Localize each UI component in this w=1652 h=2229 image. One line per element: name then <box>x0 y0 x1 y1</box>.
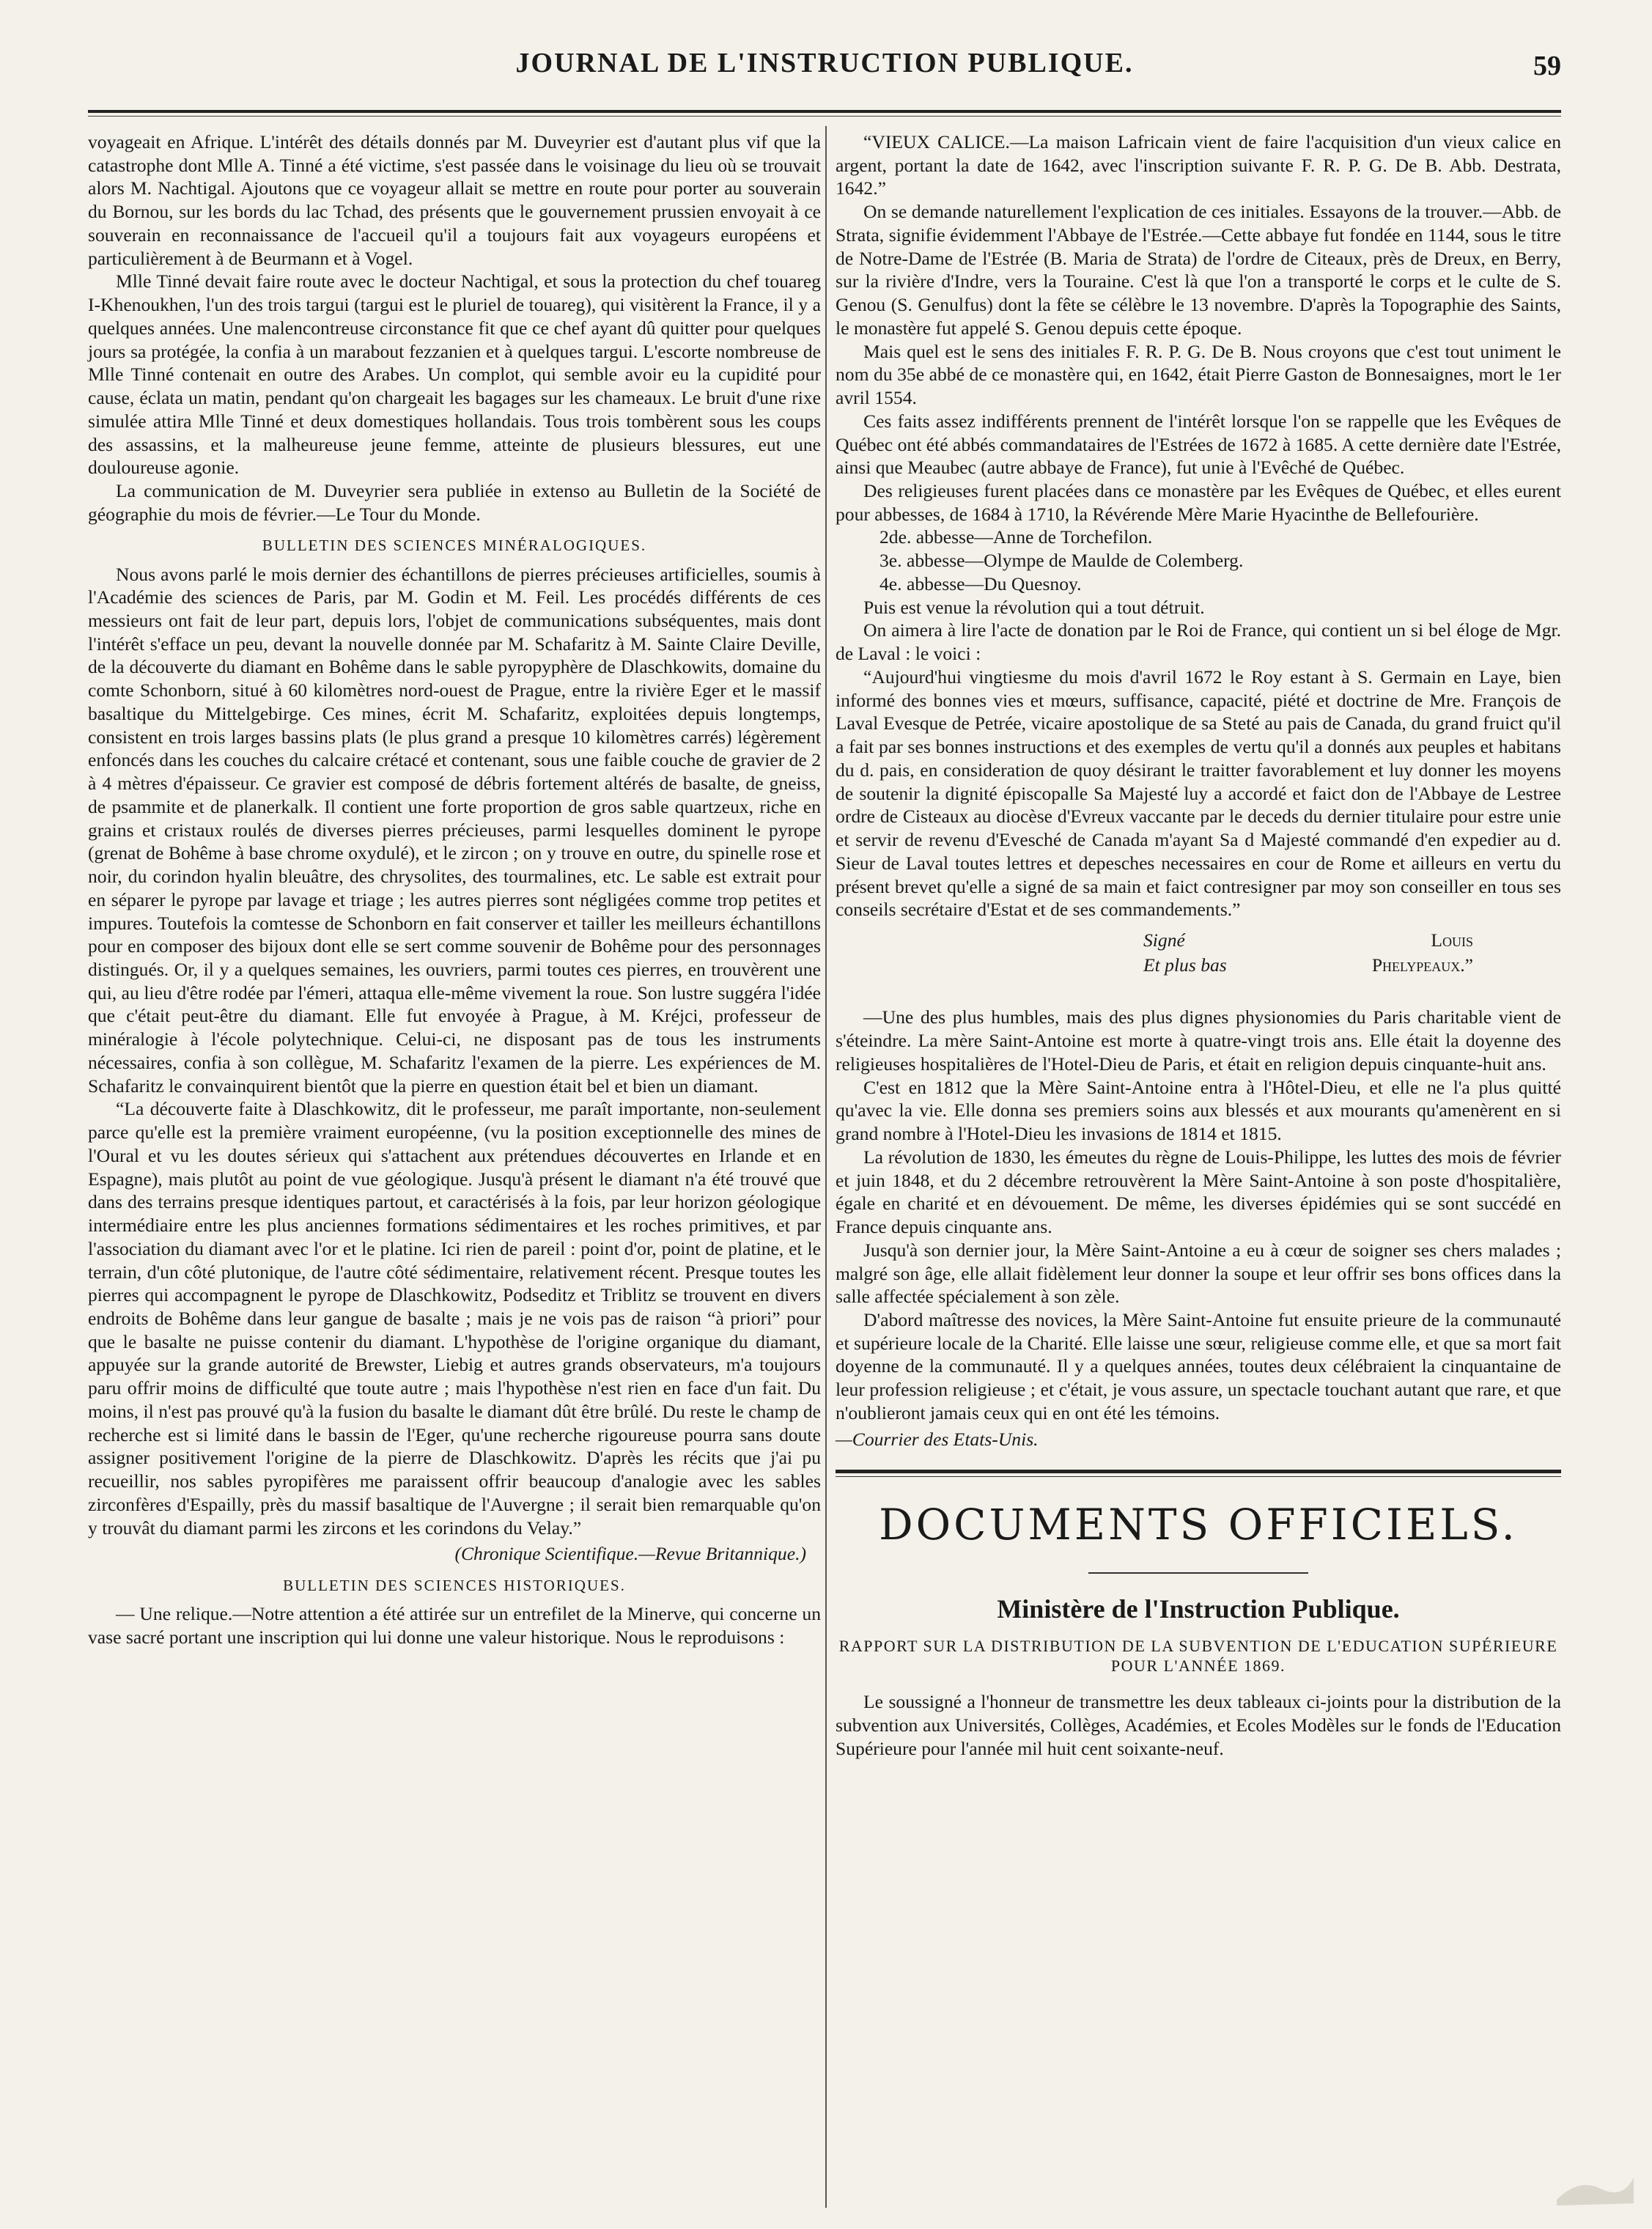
abbess-line: 4e. abbesse—Du Quesnoy. <box>880 572 1082 594</box>
attribution: —Courrier des Etats-Unis. <box>836 1428 1039 1450</box>
countersign-label: Et plus bas <box>1143 954 1227 976</box>
paragraph: C'est en 1812 que la Mère Saint-Antoine entra à l'Hôtel-Dieu, et elle ne l'a plus quitté qu'avec la vie. Elle donna ses premiers soins aux blessés et aux mourants qu'amenèrent en si grand nombre à l'Hotel-Dieu les invasions de 1814 et 1815. <box>836 1076 1561 1145</box>
paragraph: Puis est venue la révolution qui a tout détruit. <box>863 596 1205 618</box>
paragraph: Ces faits assez indifférents prennent de l'intérêt lorsque l'on se rappelle que les Evêques de Québec ont été abbés commandataires de l'Estrées de 1672 à 1685. A cette dernière date l'Estrée, ainsi que Meaubec (autre abbaye de France), fut unie à l'Evêché de Québec. <box>836 410 1561 479</box>
report-heading: RAPPORT SUR LA DISTRIBUTION DE LA SUBVENTION DE L'EDUCATION SUPÉRIEURE POUR L'ANNÉE 1869. <box>838 1636 1558 1676</box>
section-heading-mineral: BULLETIN DES SCIENCES MINÉRALOGIQUES. <box>262 537 647 555</box>
section-heading-history: BULLETIN DES SCIENCES HISTORIQUES. <box>283 1577 626 1595</box>
paragraph: On aimera à lire l'acte de donation par le Roi de France, qui contient un si bel éloge de Mgr. de Laval : le voici : <box>836 619 1561 665</box>
header-rule-thin <box>88 116 1561 117</box>
paragraph: “VIEUX CALICE.—La maison Lafricain vient de faire l'acquisition d'un vieux calice en argent, portant la date de 1642, avec l'inscription suivante F. R. P. G. De B. Abb. Destrata, 1642.” <box>836 131 1561 199</box>
signed-label: Signé <box>1143 929 1185 951</box>
signed-name: Louis <box>1431 929 1473 951</box>
paragraph: — Une relique.—Notre attention a été attirée sur un entrefilet de la Minerve, qui concerne un vase sacré portant une inscription qui lui donne une valeur historique. Nous le reproduisons : <box>88 1603 821 1648</box>
paragraph: —Une des plus humbles, mais des plus dignes physionomies du Paris charitable vient de s'éteindre. La mère Saint-Antoine est morte à quatre-vingt trois ans. Elle était la doyenne des religieuses hospitalières de l'Hotel-Dieu de Paris, et était en religion depuis cinquante-huit ans. <box>836 1006 1561 1075</box>
page-number: 59 <box>1533 51 1561 81</box>
paragraph: D'abord maîtresse des novices, la Mère Saint-Antoine fut ensuite prieure de la communauté et supérieure locale de la Charité. Elle laisse une sœur, religieuse comme elle, et que sa mort fait doyenne de la communauté. Il y a quelques années, toutes deux célébraient la cinquantaine de leur profession religieuse ; et c'était, je vous assure, un spectacle touchant autant que rare, et que n'oublieront jamais ceux qui en ont été les témoins. <box>836 1308 1561 1423</box>
abbess-line: 3e. abbesse—Olympe de Maulde de Colemberg. <box>880 550 1244 572</box>
page-header <box>88 34 1561 100</box>
column-divider <box>825 126 827 2208</box>
countersignature-line <box>1143 954 1473 977</box>
header-rule <box>88 110 1561 113</box>
right-column <box>836 130 1561 1761</box>
ink-smudge <box>1549 2163 1637 2207</box>
paragraph: On se demande naturellement l'explication de ces initiales. Essayons de la trouver.—Abb. de Strata, signifie évidemment l'Abbaye de l'Estrée.—Cette abbaye fut fondée en 1144, sous le titre de Notre-Dame de l'Estrée (B. Maria de Strata) de l'ordre de Citeaux, près de Dreux, en Berry, sur la rivière d'Indre, vers la Touraine. C'est là que l'on a transporté le corps et le culte de S. Genou (S. Genulfus) dont la fête se célèbre le 13 novembre. D'après la Topographie des Saints, le monastère fut appelé S. Genou depuis cette époque. <box>836 201 1561 339</box>
paragraph: voyageait en Afrique. L'intérêt des détails donnés par M. Duveyrier est d'autant plus vif que la catastrophe dont Mlle A. Tinné a été victime, s'est passée dans le voisinage du lieu où se trouvait alors M. Nachtigal. Ajoutons que ce voyageur allait se mettre en route pour porter au souverain du Bornou, sur les bords du lac Tchad, des présents que le gouvernement prussien envoyait à ce souverain en reconnaissance de l'accueil qu'il a toujours fait aux voyageurs européens et particulièrement à de Beurmann et à Vogel. <box>88 131 821 269</box>
documents-officiels-title: DOCUMENTS OFFICIELS. <box>879 1500 1518 1550</box>
ministry-heading: Ministère de l'Instruction Publique. <box>997 1594 1400 1624</box>
attribution: (Chronique Scientifique.—Revue Britannique.) <box>454 1543 806 1565</box>
paragraph: Mlle Tinné devait faire route avec le docteur Nachtigal, et sous la protection du chef touareg I-Khenoukhen, l'un des trois targui (targui est le pluriel de touareg), qui visitèrent la France, il y a quelques années. Une malencontreuse circonstance fit que ce chef ayant dû quitter pour quelques jours sa protégée, la confia à un marabout fezzanien et à quelques targui. L'escorte nombreuse de Mlle Tinné contenait en outre des Arabes. Un complot, qui semble avoir eu la cupidité pour cause, éclata un matin, pendant qu'on chargeait les bagages sur les chameaux. Le bruit d'une rixe simulée attira Mlle Tinné et deux domestiques hollandais. Tous trois tombèrent sous les coups des assassins, et la malheureuse jeune femme, atteinte de plusieurs blessures, eut une douloureuse agonie. <box>88 270 821 479</box>
paragraph: La communication de M. Duveyrier sera publiée in extenso au Bulletin de la Société de géographie du mois de février.—Le Tour du Monde. <box>88 480 821 525</box>
section-rule-thick <box>836 1470 1561 1473</box>
left-column <box>88 130 821 1649</box>
paragraph: La révolution de 1830, les émeutes du règne de Louis-Philippe, les luttes des mois de février et juin 1848, et du 2 décembre retrouvèrent la Mère Saint-Antoine à son poste d'hospitalière, égale en charité et en dévouement. De même, les diverses épidémies qui se sont succédé en France depuis cinquante ans. <box>836 1146 1561 1238</box>
paragraph: Nous avons parlé le mois dernier des échantillons de pierres précieuses artificielles, soumis à l'Académie des sciences de Paris, par M. Godin et M. Feil. Les procédés différents de ces messieurs ont fait de leur part, depuis lors, l'objet de communications subséquentes, mais dont l'intérêt s'efface un peu, devant la nouvelle donnée par M. Schafaritz à M. Sainte Claire Deville, de la découverte du diamant en Bohême dans le sable pyropyphère de Dlaschkowits, domaine du comte Schonborn, situé à 60 kilomètres nord-ouest de Prague, entre la rivière Eger et le massif basaltique du Mittelgebirge. Ces mines, écrit M. Schafaritz, exploitées depuis longtemps, consistent en trois larges bassins plats (le plus grand a presque 10 kilomètres carrés) légèrement enfoncés dans les couches du calcaire crétacé et contenant, sous une faible couche de gravier de 2 à 4 mètres d'épaisseur. Ce gravier est composé de débris fortement altérés de basalte, de gneiss, de psammite et de planerkalk. Il contient une forte proportion de gros sable quartzeux, riche en grains et cristaux roulés de diverses pierres précieuses, parmi lesquelles dominent le pyrope (grenat de Bohême à base chrome oxydulé), et le zircon ; on y trouve en outre, du spinelle rose et noir, du corindon hyalin bleuâtre, des chrysolites, des tourmalines, etc. Le sable est extrait pour en séparer le pyrope par lavage et triage ; les autres pierres sont négligées comme trop petites et impures. Toutefois la comtesse de Schonborn en fait conserver et tailler les meilleurs échantillons pour en composer des bijoux dont elle se sert comme souvenir de Bohême pour des personnages distingués. Or, il y a quelques semaines, les ouvriers, parmi toutes ces pierres, en trouvèrent une qui, au lieu d'être rodée par l'émeri, attaqua elle-même vivement la roue. Son lustre suggéra l'idée que c'était peut-être du diamant. Elle fut envoyée à Prague, à M. Kréjci, professeur de minéralogie à l'école polytechnique. Celui-ci, ne disposant pas de tous les instruments nécessaires, confia à son collègue, M. Schafaritz l'examen de la pierre. Les expériences de M. Schafaritz le convainquirent bientôt que la pierre en question était bel et bien un diamant. <box>88 563 821 1097</box>
signature-line <box>1143 929 1473 952</box>
paragraph: Le soussigné a l'honneur de transmettre les deux tableaux ci-joints pour la distribution de la subvention aux Universités, Collèges, Académies, et Ecoles Modèles sur le fonds de l'Education Supérieure pour l'année mil huit cent soixante-neuf. <box>836 1691 1561 1759</box>
paragraph: Mais quel est le sens des initiales F. R. P. G. De B. Nous croyons que c'est tout uniment le nom du 35e abbé de ce monastère qui, en 1642, était Pierre Gaston de Bonnesaignes, mort le 1er avril 1554. <box>836 340 1561 409</box>
running-title: JOURNAL DE L'INSTRUCTION PUBLIQUE. <box>515 48 1134 78</box>
section-rule-thin <box>836 1476 1561 1477</box>
paragraph: “La découverte faite à Dlaschkowitz, dit le professeur, me paraît importante, non-seulement parce qu'elle est la première vraiment européenne, (vu la position exceptionnelle des mines de l'Oural et vu les doutes sérieux qui s'attachent aux prétendues découvertes en Irlande et en Espagne), mais plutôt au point de vue géologique. Jusqu'à présent le diamant n'a été trouvé que dans des terrains presque identiques partout, et caractérisés à la fois, par leur horizon géologique intermédiaire entre les plus anciennes formations sédimentaires et les roches primitives, et par l'association du diamant avec l'or et le platine. Ici rien de pareil : point d'or, point de platine, et le terrain, d'un côté plutonique, de l'autre côté sédimentaire, relativement récent. Presque toutes les pierres qui accompagnent le pyrope de Dlaschkowitz, Podseditz et Triblitz se trouvent en divers endroits de Bohême dans leur gangue de basalte ; mais je ne vois pas de raison “à priori” pour que le basalte ne puisse contenir du diamant. L'hypothèse de l'origine organique du diamant, appuyée sur la grande autorité de Brewster, Liebig et autres grands observateurs, m'a toujours paru offrir moins de difficulté que toute autre ; mais l'hypothèse n'est rien en face d'un fait. Du moins, il n'est pas prouvé qu'à la fusion du basalte le diamant dût être brûlé. Du reste le champ de recherche est si limité dans le bassin de l'Eger, qu'une recherche rigoureuse pourra sans doute assigner positivement l'origine de la pierre de Dlaschkowitz. D'après les récits que j'ai pu recueillir, nos sables pyropifères me paraissent offrir beaucoup d'analogie avec les sables zirconfères d'Espailly, près du massif basaltique de l'Auvergne ; il serait bien remarquable qu'on y trouvât du diamant parmi les zircons et les corindons du Velay.” <box>88 1098 821 1539</box>
abbess-line: 2de. abbesse—Anne de Torchefilon. <box>880 526 1153 548</box>
title-rule <box>1088 1572 1308 1574</box>
paragraph: Jusqu'à son dernier jour, la Mère Saint-Antoine a eu à cœur de soigner ses chers malades ; malgré son âge, elle allait fidèlement leur donner la soupe et leur offrir ses bons offices dans la salle affectée spécialement à son zèle. <box>836 1239 1561 1308</box>
quoted-act: “Aujourd'hui vingtiesme du mois d'avril 1672 le Roy estant à S. Germain en Laye, bien informé des bonnes vies et mœurs, suffisance, capacité, piété et doctrine de Mre. François de Laval Evesque de Petrée, vicaire apostolique de sa Steté au pais de Canada, du grand fruict qu'il a fait par ses bonnes instructions et des exemples de vertu qu'il a donnés aux peuples et habitans du d. pais, en consideration de quoy désirant le traitter favorablement et luy donner les moyens de soutenir la dignité épiscopalle Sa Majesté luy a accordé et faict don de l'Abbaye de Lestree ordre de Cisteaux au diocèse d'Evreux vaccante par le deceds du dernier titulaire pour estre unie et servir de revenu d'Evesché de Canada m'ayant Sa d Majesté commandé d'en expedier au d. Sieur de Laval toutes lettres et depesches necessaires en cour de Rome et ailleurs en vertu du présent brevet qu'elle a signé de sa main et faict contresigner par moy son conseiller en tous ses conseils secrétaire d'Estat et de ses commandements.” <box>836 666 1561 921</box>
paragraph: Des religieuses furent placées dans ce monastère par les Evêques de Québec, et elles eurent pour abbesses, de 1684 à 1710, la Révérende Mère Marie Hyacinthe de Bellefourière. <box>836 480 1561 525</box>
countersign-name: Phelypeaux.” <box>1371 954 1473 976</box>
